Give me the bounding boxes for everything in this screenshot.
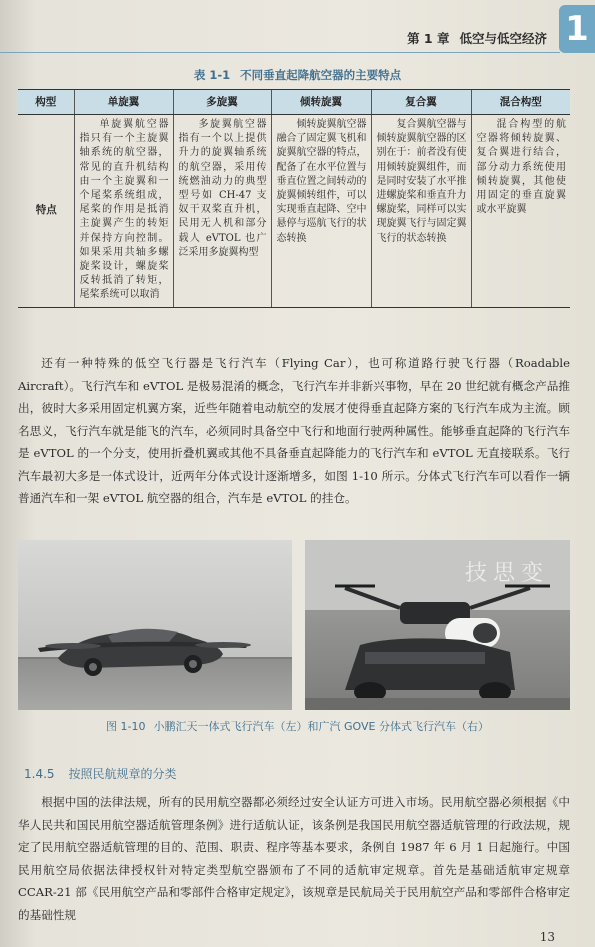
- table-row: [18, 115, 570, 308]
- figure-caption: [0, 718, 595, 734]
- paragraph-text: 还有一种特殊的低空飞行器是飞行汽车（Flying Car），也可称道路行驶飞行器（Roadable Aircraft）。飞行汽车和 eVTOL 是极易混淆的概念，飞行汽车并非新兴事物，早在 20 世纪就有概念产品推出，彼时大多采用固定机翼方案，近些年随着电动航空的发展才使得垂直起降方案的飞行汽车成为主流。顾名思义，飞行汽车就是能飞的汽车，必须同时具备空中飞行和地面行驶两种属性。能够垂直起降的飞行汽车是 eVTOL 的一个分支，使用折叠机翼或其他不具备垂直起降能力的飞行汽车和 eVTOL 无直接联系。飞行汽车最初大多是一体式设计，近两年分体式设计逐渐增多，如图 1-10 所示。分体式飞行汽车可以看作一辆普通汽车和一架 eVTOL 航空器的组合，汽车是 eVTOL 的挂仓。: [18, 356, 570, 505]
- header-chapter-title: 低空与低空经济: [459, 31, 547, 46]
- exhibition-backdrop-text: 技思变: [465, 561, 550, 586]
- table-header-cell: 单旋翼: [74, 90, 173, 115]
- table-number: 表 1-1: [193, 68, 231, 82]
- header-chapter: 第 1 章: [407, 31, 450, 46]
- table-header-cell: 构型: [18, 90, 74, 115]
- table-cell: [471, 115, 570, 308]
- table-cell: [271, 115, 371, 308]
- table-cell: [371, 115, 471, 308]
- table-header-cell: 倾转旋翼: [271, 90, 371, 115]
- section-heading: [24, 765, 177, 782]
- modular-flying-car-photo: [305, 540, 570, 710]
- cell-text: 复合翼航空器与倾转旋翼航空器的区别在于：前者没有使用倾转旋翼组件，而是同时安装了水平推进螺旋桨和垂直升力螺旋桨，同样可以实现旋翼飞行与固定翼飞行的状态转换: [376, 119, 467, 244]
- cell-text: 倾转旋翼航空器融合了固定翼飞机和旋翼航空器的特点，配备了在水平位置与垂直位置之间转动的旋翼倾转组件，可以实现垂直起降、空中悬停与巡航飞行的状态转换: [276, 119, 367, 244]
- cell-text: 多旋翼航空器指有一个以上提供升力的旋翼轴系统的航空器，采用传统燃油动力的典型型号如 CH-47 支奴干双桨直升机，民用无人机和部分载人 eVTOL 也广泛采用多旋翼构型: [178, 119, 267, 258]
- table-header-cell: 混合构型: [471, 90, 570, 115]
- table-header-cell: 复合翼: [371, 90, 471, 115]
- table-cell: [74, 115, 173, 308]
- table-title: 不同垂直起降航空器的主要特点: [240, 68, 402, 82]
- section-title-text: 按照民航规章的分类: [68, 767, 177, 781]
- page-number: 13: [539, 930, 555, 944]
- figure-number: 图 1-10: [106, 720, 146, 733]
- table-caption: [0, 67, 595, 83]
- figure-caption-text: 小鹏汇天一体式飞行汽车（左）和广汽 GOVE 分体式飞行汽车（右）: [153, 720, 489, 733]
- table-header-cell: 多旋翼: [173, 90, 271, 115]
- row-label: 特点: [18, 115, 74, 308]
- integrated-flying-car-photo: [18, 540, 292, 710]
- cell-text: 混合构型的航空器将倾转旋翼、复合翼进行结合，部分动力系统使用倾转旋翼，其他使用固定的垂直旋翼或水平旋翼: [476, 119, 566, 216]
- paragraph-text: 根据中国的法律法规，所有的民用航空器都必须经过安全认证方可进入市场。民用航空器必须根据《中华人民共和国民用航空器适航管理条例》进行适航认证，该条例是我国民用航空器适航管理的行政法规，规定了民用航空器适航管理的目的、范围、职责、程序等基本要求，条例自 1987 年 6 月 1 日起施行。中国民用航空局依据法律授权针对特定类型航空器颁布了不同的适航审定规章。首先是基础适航审定规章 CCAR-21 部《民用航空产品和零部件合格审定规定》，该规章是民航局关于民用航空产品和零部件合格审定的基础性规: [18, 795, 570, 922]
- header-rule: [0, 52, 560, 53]
- table-cell: [173, 115, 271, 308]
- chapter-tab: 1: [559, 5, 595, 53]
- body-paragraph-2: [18, 791, 570, 926]
- body-paragraph-1: [18, 352, 570, 510]
- cell-text: 单旋翼航空器指只有一个主旋翼轴系统的航空器，常见的直升机结构由一个主旋翼和一个尾桨系统组成，尾桨的作用是抵消主旋翼产生的转矩并保持方向控制。如果采用共轴多螺旋桨设计，螺旋桨反转抵消了转矩，尾桨系统可以取消: [79, 119, 169, 301]
- features-table: [18, 89, 570, 308]
- table-header-row: [18, 90, 570, 115]
- section-number: 1.4.5: [24, 767, 55, 781]
- running-header: [397, 29, 547, 47]
